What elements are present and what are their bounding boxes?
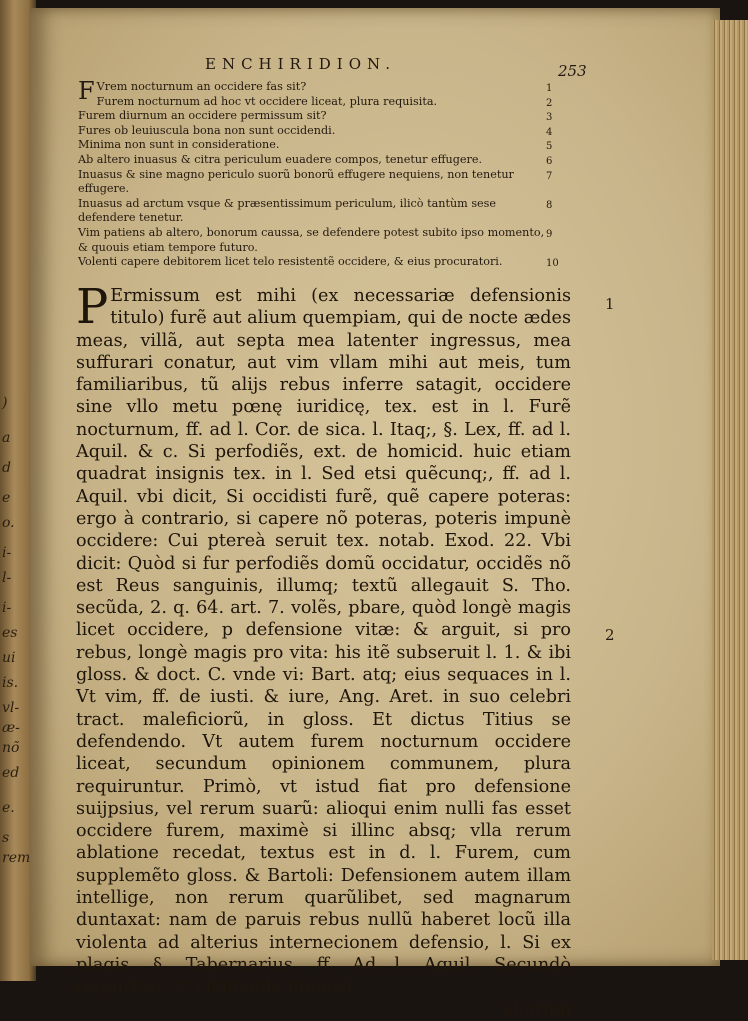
summary-item bbox=[78, 255, 559, 270]
margin-fragment: es bbox=[2, 625, 18, 641]
summary-text: Inuasus & sine magno periculo suorũ bonorũ effugere nequiens, non tenetur effugere. bbox=[78, 167, 514, 196]
summary-number: 5 bbox=[546, 141, 553, 153]
summary-item bbox=[78, 196, 553, 226]
margin-fragment: a bbox=[2, 430, 11, 446]
margin-fragment: s bbox=[2, 830, 10, 846]
body-drop-cap: P bbox=[76, 279, 109, 335]
summary-list bbox=[78, 77, 559, 270]
margin-fragment: ui bbox=[2, 650, 16, 666]
summary-text: Minima non sunt in consideratione. bbox=[78, 138, 280, 152]
summary-item bbox=[78, 167, 553, 197]
summary-number: 9 bbox=[546, 228, 553, 240]
summary-item bbox=[78, 94, 553, 110]
side-note-number: 2 bbox=[605, 626, 615, 644]
summary-item bbox=[78, 138, 553, 153]
summary-number: 8 bbox=[546, 199, 553, 211]
margin-fragment: rem bbox=[2, 850, 31, 866]
summary-text: Vrem nocturnum an occidere fas sit? bbox=[96, 80, 307, 93]
margin-fragment: is. bbox=[2, 675, 19, 691]
summary-text: Fures ob leuiuscula bona non sunt occidendi. bbox=[78, 123, 336, 137]
summary-text: Furem nocturnum ad hoc vt occidere liceat, plura requisita. bbox=[96, 94, 438, 108]
margin-fragment: i- bbox=[2, 600, 12, 616]
side-note-number: 1 bbox=[605, 295, 615, 313]
page-fore-edge bbox=[712, 20, 748, 960]
margin-fragment: nõ bbox=[2, 740, 20, 756]
margin-fragment: d bbox=[2, 460, 11, 476]
summary-number: 6 bbox=[546, 155, 553, 167]
summary-text: Vim patiens ab altero, bonorum caussa, se defendere potest subito ipso momento, & quouis etiam tempore futuro. bbox=[78, 225, 545, 254]
summary-text: Ab altero inuasus & citra periculum euadere compos, tenetur effugere. bbox=[78, 152, 483, 166]
summary-number: 3 bbox=[546, 112, 553, 124]
running-header: ENCHIRIDION. bbox=[205, 55, 396, 73]
margin-fragment: e. bbox=[2, 800, 15, 816]
margin-fragment: ed bbox=[2, 765, 20, 781]
margin-fragment: e bbox=[2, 490, 11, 506]
summary-item bbox=[78, 152, 553, 168]
margin-fragment: æ- bbox=[2, 720, 20, 736]
margin-fragment: vl- bbox=[2, 700, 20, 716]
body-text bbox=[76, 279, 571, 1021]
summary-number: 2 bbox=[546, 97, 553, 109]
page-number: 253 bbox=[558, 62, 587, 80]
summary-number: 1 bbox=[546, 83, 553, 94]
body-paragraph: Ermissum est mihi (ex necessariæ defensionis titulo) furẽ aut alium quempiam, qui de nocte ædes meas, villã, aut septa mea latenter ingressus, mea suffurari conatur, aut vim vllam mihi aut meis, tum familiaribus, tũ alijs rebus inferre satagit, occidere sine vllo metu pœnę iuridicę, tex. est in l. Furẽ nocturnum, ff. ad l. Cor. de sica. l. Itaq;, §. Lex, ff. ad l. Aquil. & c. Si perfodiẽs, ext. de homicid. huic etiam quadrat insignis tex. in l. Sed etsi quẽcunq;, ff. ad l. Aquil. vbi dicit, Si occidisti furẽ, quẽ capere poteras: ergo à contrario, si capere nõ poteras, poteris impunè occidere: Cui ptereà seruit tex. notab. Exod. 22. Vbi dicit: Quòd si fur perfodiẽs domũ occidatur, occidẽs nõ est Reus sanguinis, illumq; textũ allegauit S. Tho. secũda, 2. q. 64. art. 7. volẽs, pbare, quòd longè magis licet occidere, p defensione vitæ: & arguit, si pro rebus, longè magis pro vita: his itẽ subseruit l. 1. & ibi gloss. & doct. C. vnde vi: Bart. atq; eius sequaces in l. Vt vim, ff. de iusti. & iure, Ang. Aret. in suo celebri tract. maleficiorũ, in gloss. Et dictus Titius se defendendo. Vt autem furem nocturnum occidere liceat, secundum opinionem communem, plura requiruntur. Primò, vt istud fiat pro defensione suijpsius, vel rerum suarũ: alioqui enim nulli fas esset occidere furem, maximè si illinc absq; vlla rerum ablatione recedat, textus est in d. l. Furem, cum supplemẽto gloss. & Bartoli: Defensionem autem illam intellige, non rerum quarũlibet, sed magnarum duntaxat: nam de paruis rebus nullũ haberet locũ illa violenta ad alterius internecionem defensio, l. Si ex plagis, §. Tabernarius, ff. Ad l. Aquil. Secundò requiritur, vt clamando inuocet bbox=[76, 286, 571, 998]
summary-text: Furem diurnum an occidere permissum sit? bbox=[78, 109, 327, 123]
summary-item bbox=[78, 123, 553, 139]
summary-number: 10 bbox=[546, 258, 559, 270]
summary-item bbox=[78, 109, 553, 124]
summary-number: 4 bbox=[546, 126, 553, 138]
summary-text: Volenti capere debitorem licet telo resistentẽ occidere, & eius procuratori. bbox=[78, 255, 503, 269]
summary-item bbox=[78, 225, 553, 255]
summary-number: 7 bbox=[546, 170, 553, 182]
margin-fragment: l- bbox=[2, 570, 12, 586]
summary-text: Inuasus ad arctum vsque & præsentissimum periculum, ilicò tantùm sese defendere tenetur. bbox=[78, 196, 497, 225]
margin-fragment: i- bbox=[2, 545, 12, 561]
catchword: aliorum bbox=[502, 999, 571, 1020]
margin-fragment: ) bbox=[2, 395, 8, 411]
summary-drop-cap: F bbox=[78, 77, 95, 105]
margin-fragment: o. bbox=[2, 515, 15, 531]
